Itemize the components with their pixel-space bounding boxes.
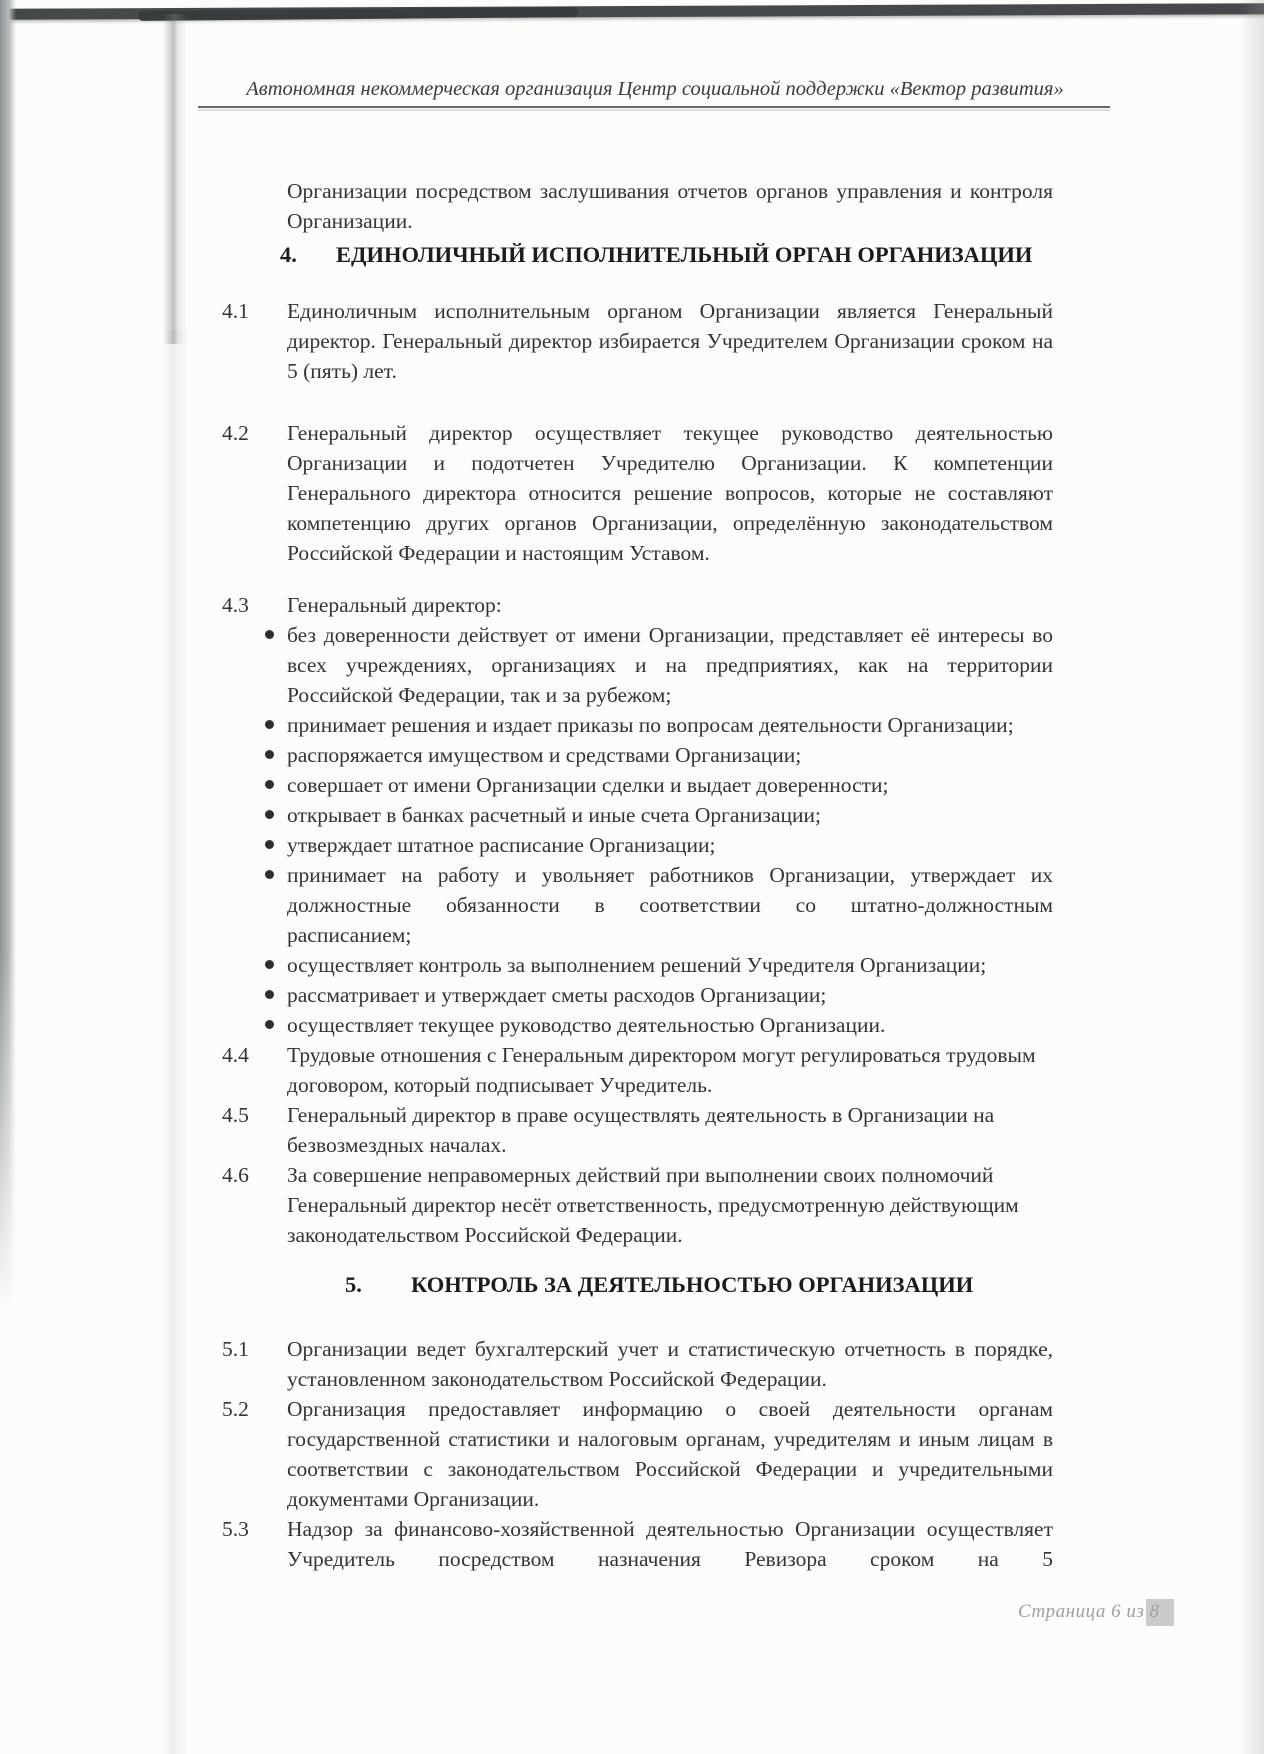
clause-4-6 — [222, 1160, 1053, 1250]
clause-text: Генеральный директор в праве осуществлять деятельность в Организации на безвозмездных началах. — [287, 1103, 995, 1157]
clause-number: 5.1 — [222, 1337, 249, 1361]
scan-fold-crease — [163, 330, 187, 1754]
clause-number: 4.4 — [222, 1043, 249, 1067]
bullet-item — [265, 1010, 1053, 1040]
clause-number: 4.2 — [222, 421, 249, 445]
bullet-dot-icon — [265, 720, 274, 729]
clause-text: За совершение неправомерных действий при выполнении своих полномочий Генеральный директор несёт ответственность, предусмотренную действующим законодательством Российской Федерации. — [287, 1163, 1019, 1247]
bullet-item — [265, 620, 1053, 710]
bullet-dot-icon — [265, 780, 274, 789]
bullet-item — [265, 980, 1053, 1010]
intro-continuation-paragraph: Организации посредством заслушивания отчетов органов управления и контроля Организации. — [287, 179, 1053, 233]
clause-number: 5.2 — [222, 1397, 249, 1421]
clause-5-1 — [222, 1334, 1053, 1394]
bullet-item — [265, 710, 1053, 740]
bullet-item — [265, 770, 1053, 800]
scan-right-edge-shadow — [1240, 0, 1264, 1754]
bullet-dot-icon — [265, 810, 274, 819]
bullet-text: рассматривает и утверждает сметы расходов Организации; — [287, 983, 827, 1007]
page-number: Страница 6 из 8 — [1018, 1601, 1160, 1622]
bullet-text: осуществляет текущее руководство деятельностью Организации. — [287, 1013, 886, 1037]
bullet-item — [265, 800, 1053, 830]
clause-5-2 — [222, 1394, 1053, 1514]
clause-number: 4.1 — [222, 299, 249, 323]
bullet-dot-icon — [265, 960, 274, 969]
bullet-text: совершает от имени Организации сделки и выдает доверенности; — [287, 773, 889, 797]
bullet-dot-icon — [265, 990, 274, 999]
clause-text: Единоличным исполнительным органом Организации является Генеральный директор. Генеральный директор избирается Учредителем Организации сроком на 5 (пять) лет. — [287, 299, 1053, 383]
clause-4-4 — [222, 1040, 1053, 1100]
bullet-text: без доверенности действует от имени Организации, представляет её интересы во всех учреждениях, организациях и на предприятиях, как на территории Российской Федерации, так и за рубежом; — [287, 623, 1053, 707]
clause-number: 4.3 — [222, 593, 249, 617]
bullet-dot-icon — [265, 750, 274, 759]
scan-fold-crease-top — [163, 14, 187, 344]
clause-text: Надзор за финансово-хозяйственной деятельностью Организации осуществляет Учредитель посредством назначения Ревизора сроком на 5 — [287, 1517, 1053, 1571]
document-body — [222, 176, 1053, 1574]
bullet-item — [265, 860, 1053, 950]
bullet-dot-icon — [265, 1020, 274, 1029]
bullet-dot-icon — [265, 840, 274, 849]
running-header-title: Автономная некоммерческая организация Центр социальной поддержки «Вектор развития» — [246, 78, 1064, 100]
section-5-heading — [345, 1270, 1053, 1300]
director-powers-list — [222, 620, 1053, 1040]
bullet-item — [265, 830, 1053, 860]
bullet-dot-icon — [265, 630, 274, 639]
header-rule — [198, 106, 1110, 108]
clause-text: Организация предоставляет информацию о своей деятельности органам государственной статистики и налоговым органам, учредителям и иным лицам в соответствии с законодательством Российской Федерации и учредительными документами Организации. — [287, 1397, 1053, 1511]
section-4-title: ЕДИНОЛИЧНЫЙ ИСПОЛНИТЕЛЬНЫЙ ОРГАН ОРГАНИЗАЦИИ — [336, 242, 1033, 267]
clause-number: 4.5 — [222, 1103, 249, 1127]
clause-number: 4.6 — [222, 1163, 249, 1187]
clause-5-3 — [222, 1514, 1053, 1574]
clause-4-3 — [222, 590, 1053, 620]
clause-4-1 — [222, 296, 1053, 386]
bullet-text: принимает на работу и увольняет работников Организации, утверждает их должностные обязанности в соответствии со штатно-должностным расписанием; — [287, 863, 1053, 947]
bullet-item — [265, 740, 1053, 770]
clause-text: Генеральный директор: — [287, 593, 502, 617]
section-5-number: 5. — [345, 1272, 362, 1297]
clause-text: Организации ведет бухгалтерский учет и статистическую отчетность в порядке, установленном законодательством Российской Федерации. — [287, 1337, 1053, 1391]
clause-4-2 — [222, 418, 1053, 568]
clause-number: 5.3 — [222, 1517, 249, 1541]
bullet-text: осуществляет контроль за выполнением решений Учредителя Организации; — [287, 953, 987, 977]
section-4-heading — [280, 240, 1053, 270]
bullet-text: открывает в банках расчетный и иные счета Организации; — [287, 803, 821, 827]
bullet-text: принимает решения и издает приказы по вопросам деятельности Организации; — [287, 713, 1014, 737]
section-5-title: КОНТРОЛЬ ЗА ДЕЯТЕЛЬНОСТЬЮ ОРГАНИЗАЦИИ — [411, 1272, 974, 1297]
clause-text: Генеральный директор осуществляет текущее руководство деятельностью Организации и подотчетен Учредителю Организации. К компетенции Генерального директора относится решение вопросов, которые не составляют компетенцию других органов Организации, определённую законодательством Российской Федерации и настоящим Уставом. — [287, 421, 1053, 565]
scan-left-edge-fade — [0, 950, 18, 1754]
bullet-dot-icon — [265, 870, 274, 879]
bullet-item — [265, 950, 1053, 980]
clause-4-5 — [222, 1100, 1053, 1160]
bullet-text: распоряжается имуществом и средствами Организации; — [287, 743, 802, 767]
bullet-text: утверждает штатное расписание Организации; — [287, 833, 716, 857]
clause-text: Трудовые отношения с Генеральным директором могут регулироваться трудовым договором, который подписывает Учредитель. — [287, 1043, 1036, 1097]
section-4-number: 4. — [280, 242, 297, 267]
